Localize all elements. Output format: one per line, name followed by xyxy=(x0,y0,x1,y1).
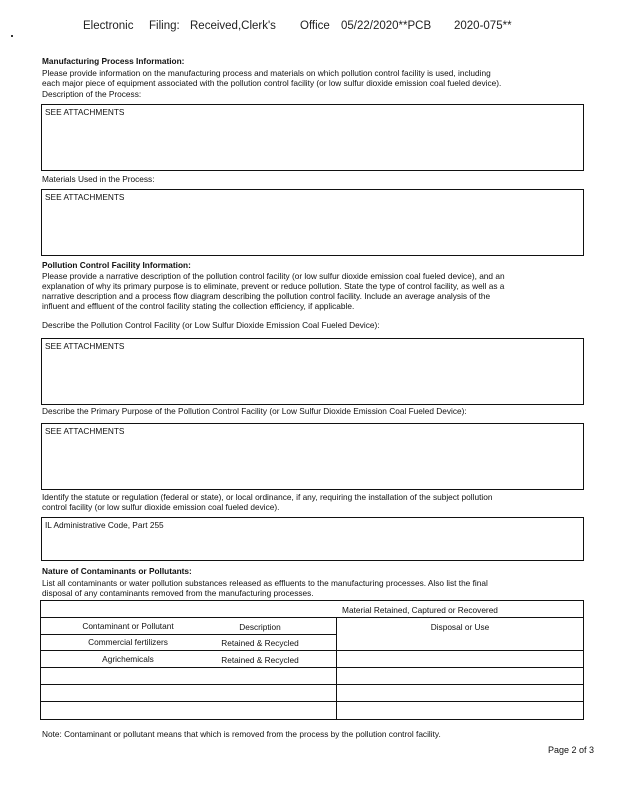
header-date: 05/22/2020**PCB xyxy=(341,20,432,32)
pollution-intro-3: narrative description and a process flow diagram describing the pollution control facility. Include an average analysis of the xyxy=(42,291,491,301)
row-2-divider xyxy=(40,667,584,668)
process-description-field[interactable] xyxy=(41,104,584,171)
header-electronic: Electronic xyxy=(83,20,134,32)
primary-purpose-field[interactable] xyxy=(41,423,584,490)
header-received: Received,Clerk's xyxy=(190,20,276,32)
table-bottom-border xyxy=(40,719,584,720)
pollution-intro-4: influent and effluent of the control facility stating the collection efficiency, if applicable. xyxy=(42,301,355,311)
pollution-control-heading: Pollution Control Facility Information: xyxy=(42,260,191,270)
table-row-2-description: Retained & Recycled xyxy=(221,655,299,665)
materials-field[interactable] xyxy=(41,189,584,256)
col-contaminant-header: Contaminant or Pollutant xyxy=(82,621,174,631)
header-underline xyxy=(40,634,336,635)
col-description-header: Description xyxy=(239,622,281,632)
manufacturing-heading: Manufacturing Process Information: xyxy=(42,56,185,66)
row-3-divider xyxy=(40,684,584,685)
header-filing: Filing: xyxy=(149,20,180,32)
contaminant-note: Note: Contaminant or pollutant means that which is removed from the process by the pollution control facility. xyxy=(42,729,441,739)
describe-facility-label: Describe the Pollution Control Facility (or Low Sulfur Dioxide Emission Coal Fueled Device): xyxy=(42,320,380,330)
contaminants-intro-1: List all contaminants or water pollution substances released as effluents to the manufacturing processes. Also list the final xyxy=(42,578,488,588)
describe-facility-value: SEE ATTACHMENTS xyxy=(45,341,125,351)
process-description-value: SEE ATTACHMENTS xyxy=(45,107,125,117)
table-top-border xyxy=(40,600,584,601)
primary-purpose-value: SEE ATTACHMENTS xyxy=(45,426,125,436)
table-right-border xyxy=(583,600,584,720)
table-left-border xyxy=(40,600,41,720)
group-header: Material Retained, Captured or Recovered xyxy=(342,605,498,615)
header-case-number: 2020-075** xyxy=(454,20,512,32)
statute-value: IL Administrative Code, Part 255 xyxy=(45,520,164,530)
contaminants-heading: Nature of Contaminants or Pollutants: xyxy=(42,566,192,576)
describe-facility-field[interactable] xyxy=(41,338,584,405)
materials-value: SEE ATTACHMENTS xyxy=(45,192,125,202)
table-row-1-description: Retained & Recycled xyxy=(221,638,299,648)
statute-label-2: control facility (or low sulfur dioxide emission coal fueled device). xyxy=(42,502,280,512)
disposal-col-divider xyxy=(336,617,337,719)
table-row-2-contaminant: Agrichemicals xyxy=(102,654,154,664)
row-1-divider xyxy=(40,650,584,651)
primary-purpose-label: Describe the Primary Purpose of the Pollution Control Facility (or Low Sulfur Dioxide Emission Coal Fueled Device): xyxy=(42,406,467,416)
col-disposal-header: Disposal or Use xyxy=(430,622,490,632)
manufacturing-intro-1: Please provide information on the manufacturing process and materials on which pollution control facility is used, including xyxy=(42,68,491,78)
pollution-intro-2: explanation of why its primary purpose is to eliminate, prevent or reduce pollution. State the type of control facility, as well as a xyxy=(42,281,505,291)
materials-label: Materials Used in the Process: xyxy=(42,174,155,184)
page-number: Page 2 of 3 xyxy=(548,745,595,755)
scan-speck xyxy=(11,35,13,37)
statute-label-1: Identify the statute or regulation (federal or state), or local ordinance, if any, requiring the installation of the subject pollution xyxy=(42,492,493,502)
process-description-label: Description of the Process: xyxy=(42,89,142,99)
table-row-1-contaminant: Commercial fertilizers xyxy=(88,637,168,647)
pollution-intro-1: Please provide a narrative description of the pollution control facility (or low sulfur dioxide emission coal fueled device), and an xyxy=(42,271,505,281)
contaminants-intro-2: disposal of any contaminants removed from the manufacturing processes. xyxy=(42,588,314,598)
manufacturing-intro-2: each major piece of equipment associated with the pollution control facility (or low sulfur dioxide emission coal fueled device). xyxy=(42,78,502,88)
header-office: Office xyxy=(300,20,330,32)
statute-field[interactable] xyxy=(41,517,584,561)
header-divider xyxy=(40,617,584,618)
row-4-divider xyxy=(40,701,584,702)
contaminants-table xyxy=(40,600,585,720)
